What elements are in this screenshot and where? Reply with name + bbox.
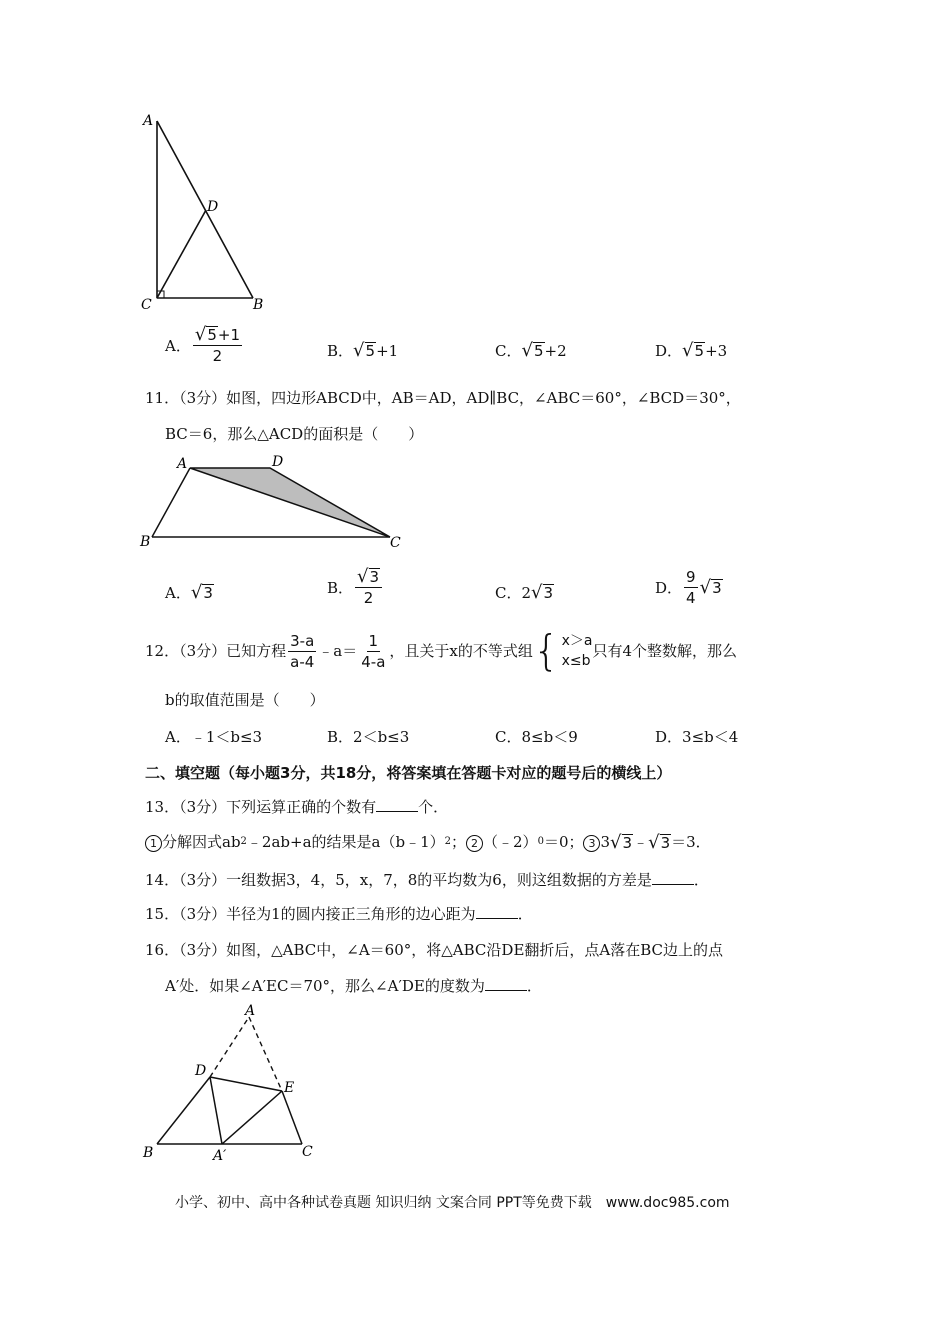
fraction: √ 5 +1 2 xyxy=(194,324,240,365)
section-heading: 二、填空题（每小题3分，共18分，将答案填在答题卡对应的题号后的横线上） xyxy=(145,764,672,782)
q12-option-b[interactable]: B．2＜b≤3 xyxy=(327,728,410,746)
q16-stem-line2: A′处．如果∠A′EC＝70°，那么∠A′DE的度数为 ． xyxy=(165,977,542,995)
q11-option-a[interactable]: A． √ 3 xyxy=(165,581,213,603)
label-a: A xyxy=(143,113,154,129)
label-a: A xyxy=(177,456,188,472)
q12-option-a[interactable]: A．﹣1＜b≤3 xyxy=(165,728,263,746)
option-letter: A． xyxy=(165,584,191,602)
q10-option-a[interactable] xyxy=(165,326,244,365)
q14-stem: 14．（3分）一组数据3，4，5，x，7，8的平均数为6，则这组数据的方差是 ． xyxy=(145,871,709,889)
figure-q10-triangle xyxy=(135,105,275,320)
q10-option-d[interactable]: D． √ 5 +3 xyxy=(655,339,728,361)
option-letter: A． xyxy=(165,337,191,355)
q11-option-c[interactable]: C． 2 √ 3 xyxy=(495,581,554,603)
q13-items: 1 分解因式ab 2 ﹣2ab+a的结果是a（b﹣1） 2 ； 2 （﹣2） 0 ＝0； 3 3 √ 3 ﹣ √ 3 ＝3． xyxy=(145,832,711,852)
answer-blank[interactable] xyxy=(376,797,418,812)
figure-q11-quadrilateral xyxy=(135,450,415,555)
q12-stem-line1: 12．（3分）已知方程 $\frac{3-a}{a-4}$ ﹣a＝ $\frac{1}{4-a}$ ，且关于x的不等式组 { x＞a x≤b 只有4个整数解，那么 xyxy=(145,626,738,675)
option-letter: D． xyxy=(655,342,683,360)
q11-option-b[interactable]: B． √ 3 2 xyxy=(327,568,384,607)
label-c: C xyxy=(141,297,152,313)
q10-option-c[interactable]: C． √ 5 +2 xyxy=(495,339,567,361)
q13-stem: 13．（3分）下列运算正确的个数有 个． xyxy=(145,798,449,816)
label-d: D xyxy=(272,454,284,470)
label-d: D xyxy=(195,1063,207,1079)
q16-stem-line1: 16．（3分）如图，△ABC中，∠A＝60°，将△ABC沿DE翻折后，点A落在BC边上的点 xyxy=(145,941,724,959)
figure-q16-fold xyxy=(135,1003,335,1168)
inequality-system: { x＞a x≤b xyxy=(532,626,593,675)
label-a: A xyxy=(245,1003,256,1019)
answer-blank[interactable] xyxy=(476,904,518,919)
option-letter: C． xyxy=(495,342,522,360)
q11-stem-line1: 11．（3分）如图，四边形ABCD中，AB＝AD，AD∥BC，∠ABC＝60°，∠BCD＝30°， xyxy=(145,389,741,407)
q12-option-d[interactable]: D．3≤b＜4 xyxy=(655,728,739,746)
answer-blank[interactable] xyxy=(485,976,527,991)
label-b: B xyxy=(253,297,264,313)
label-c: C xyxy=(390,535,401,551)
page-footer: 小学、初中、高中各种试卷真题 知识归纳 文案合同 PPT等免费下载 www.doc985.com xyxy=(175,1195,730,1211)
q10-option-b[interactable]: B． √ 5 +1 xyxy=(327,339,399,361)
option-letter: B． xyxy=(327,579,354,597)
option-letter: C． xyxy=(495,584,522,602)
label-b: B xyxy=(140,534,151,550)
q11-option-d[interactable]: D． $\frac{9}{4}$ √ 3 xyxy=(655,568,722,607)
q11-stem-line2: BC＝6，那么△ACD的面积是（ ） xyxy=(165,425,424,443)
q15-stem: 15．（3分）半径为1的圆内接正三角形的边心距为 ． xyxy=(145,905,533,923)
label-e: E xyxy=(284,1080,295,1096)
answer-blank[interactable] xyxy=(652,870,694,885)
q12-option-c[interactable]: C．8≤b＜9 xyxy=(495,728,578,746)
label-c: C xyxy=(302,1144,313,1160)
q12-stem-line2: b的取值范围是（ ） xyxy=(165,691,325,709)
option-letter: B． xyxy=(327,342,354,360)
option-letter: D． xyxy=(655,579,683,597)
label-d: D xyxy=(207,199,219,215)
label-b: B xyxy=(143,1145,154,1161)
label-a-prime: A′ xyxy=(213,1148,227,1164)
